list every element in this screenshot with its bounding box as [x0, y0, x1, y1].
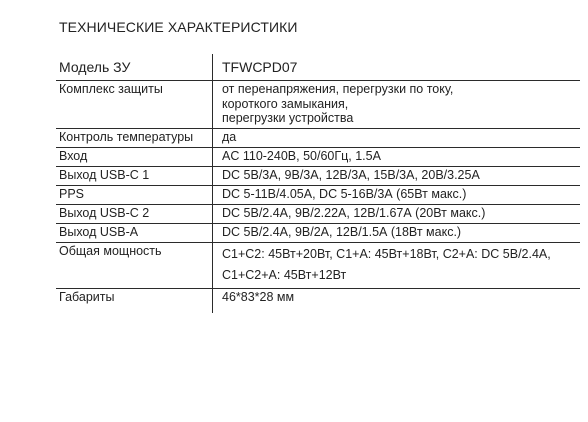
header-value: TFWCPD07: [222, 59, 298, 75]
table-row-total-power: [56, 243, 580, 289]
row-label: Комплекс защиты: [56, 81, 213, 128]
row-value-line: C1+C2: 45Вт+20Вт, C1+A: 45Вт+18Вт, C2+A: DC 5В/2.4А,: [222, 246, 551, 261]
row-value-line: короткого замыкания,: [222, 96, 349, 111]
page-title: ТЕХНИЧЕСКИЕ ХАРАКТЕРИСТИКИ: [59, 19, 298, 35]
row-value-line: DC 5В/2.4А, 9В/2.22А, 12В/1.67А (20Вт макс.): [222, 205, 486, 220]
row-label: Контроль температуры: [56, 129, 213, 147]
row-value: [213, 289, 580, 313]
row-value-line: AC 110-240В, 50/60Гц, 1.5А: [222, 148, 381, 163]
row-value-line: DC 5В/2.4А, 9В/2А, 12В/1.5А (18Вт макс.): [222, 224, 462, 239]
row-value: [213, 81, 580, 128]
row-value-line: DC 5В/3А, 9В/3А, 12В/3А, 15В/3А, 20В/3.25А: [222, 167, 480, 182]
row-label: Общая мощность: [56, 243, 213, 288]
row-label: Выход USB-A: [56, 224, 213, 242]
row-label: Выход USB-C 2: [56, 205, 213, 223]
table-row-usba: [56, 224, 580, 243]
row-value-line: от перенапряжения, перегрузки по току,: [222, 82, 454, 96]
row-value: [213, 205, 580, 223]
row-value-line: да: [222, 129, 237, 144]
table-row-usbc2: [56, 205, 580, 224]
table-row-input: [56, 148, 580, 167]
row-value: [213, 167, 580, 185]
row-value-line: DC 5-11В/4.05А, DC 5-16В/3А (65Вт макс.): [222, 186, 467, 201]
header-label: Модель ЗУ: [56, 54, 213, 80]
table-header-row: [56, 54, 580, 81]
row-value-line: C1+C2+A: 45Вт+12Вт: [222, 267, 347, 282]
row-label: Выход USB-C 1: [56, 167, 213, 185]
table-row-usbc1: [56, 167, 580, 186]
spec-table: [56, 54, 580, 313]
row-value: [213, 148, 580, 166]
row-label: PPS: [56, 186, 213, 204]
row-label: Габариты: [56, 289, 213, 313]
row-value-line: 46*83*28 мм: [222, 289, 295, 304]
row-value: [213, 186, 580, 204]
row-value-line: перегрузки устройства: [222, 111, 354, 125]
table-row-dimensions: [56, 289, 580, 313]
table-row-pps: [56, 186, 580, 205]
row-label: Вход: [56, 148, 213, 166]
row-value: [213, 129, 580, 147]
row-value: [213, 224, 580, 242]
table-row-temperature: [56, 129, 580, 148]
row-value: [213, 243, 580, 288]
table-row-protection: [56, 81, 580, 129]
